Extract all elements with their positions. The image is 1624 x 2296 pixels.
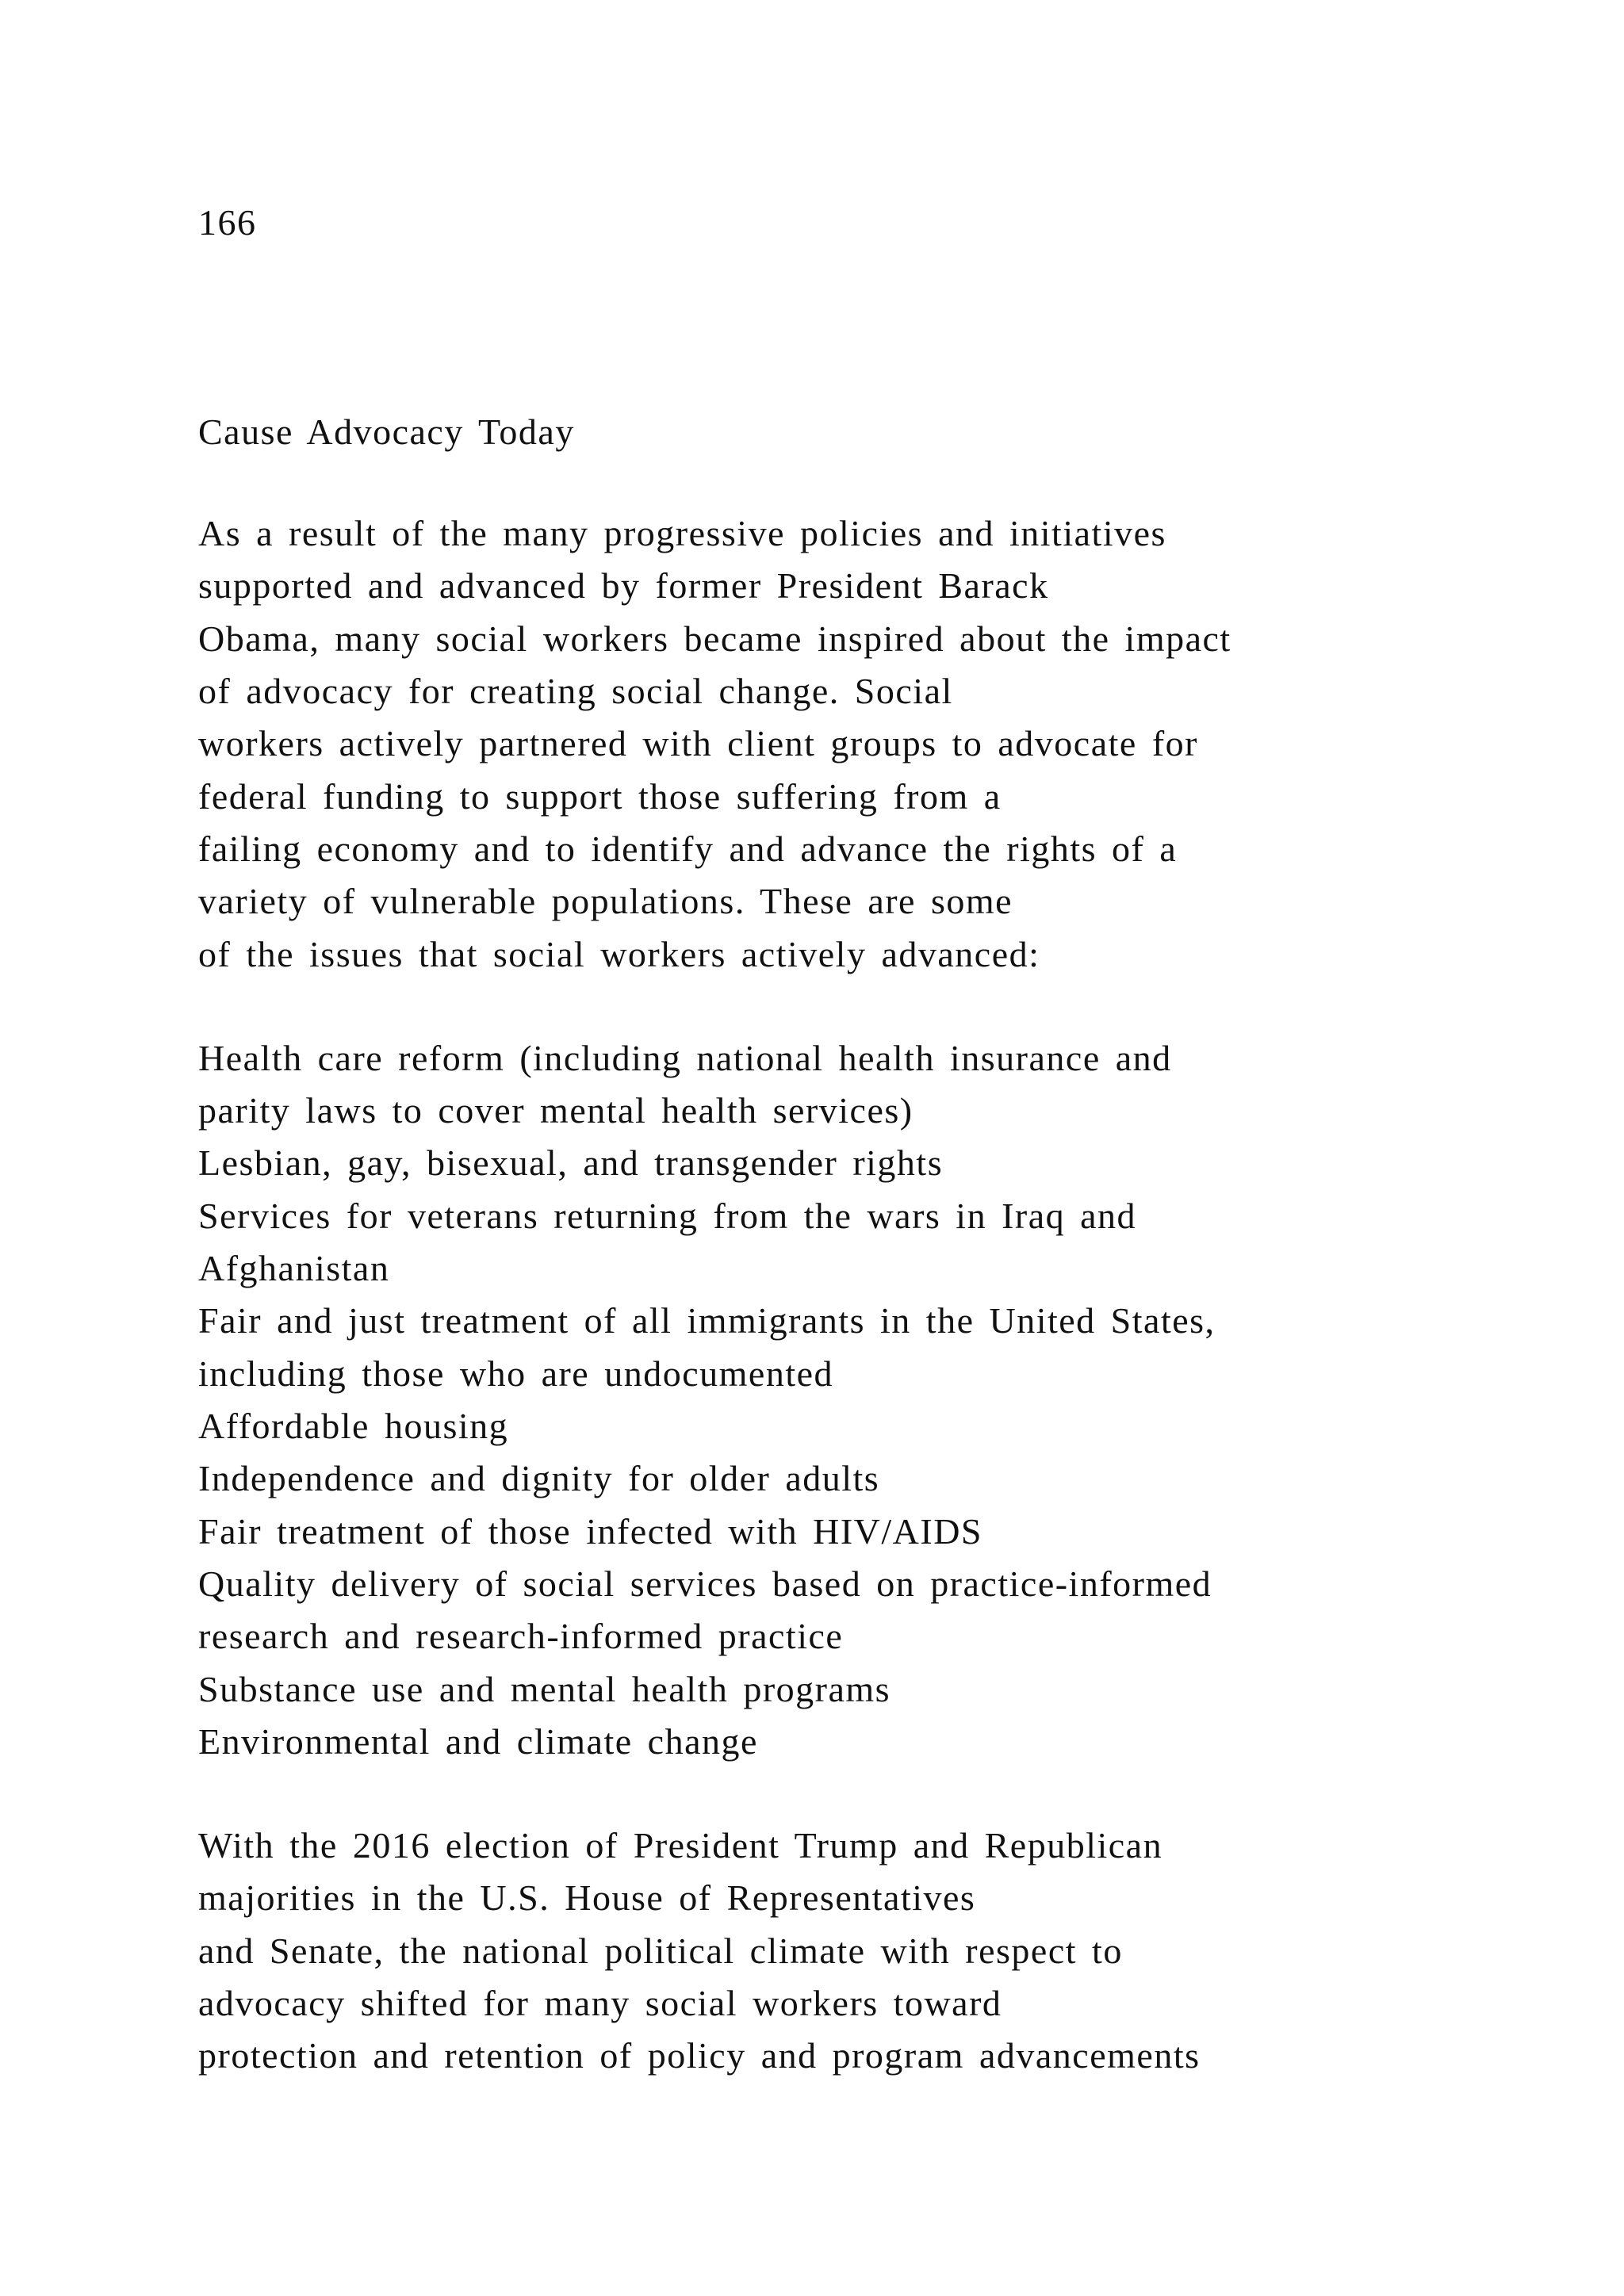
issue-item: Services for veterans returning from the wars in Iraq and — [198, 1196, 1137, 1236]
paragraph-2-line: With the 2016 election of President Trump and Republican — [198, 1825, 1163, 1866]
issue-item: parity laws to cover mental health services) — [198, 1090, 914, 1131]
issue-item: Fair and just treatment of all immigrants in the United States, — [198, 1300, 1216, 1341]
issue-item: Quality delivery of social services based on practice-informed — [198, 1563, 1212, 1604]
paragraph-1-line: federal funding to support those suffering from a — [198, 776, 1002, 817]
paragraph-1-line: of advocacy for creating social change. Social — [198, 671, 953, 711]
paragraph-2-line: and Senate, the national political climate with respect to — [198, 1931, 1123, 1971]
page-number: 166 — [198, 202, 257, 243]
issue-item: Affordable housing — [198, 1406, 509, 1446]
issue-item: Environmental and climate change — [198, 1721, 758, 1762]
paragraph-1-line: failing economy and to identify and advance the rights of a — [198, 828, 1178, 869]
paragraph-1-line: workers actively partnered with client groups to advocate for — [198, 723, 1198, 763]
issue-item: Fair treatment of those infected with HIV/AIDS — [198, 1511, 982, 1552]
section-heading: Cause Advocacy Today — [198, 411, 575, 452]
issue-item: Lesbian, gay, bisexual, and transgender rights — [198, 1142, 944, 1183]
paragraph-1-line: Obama, many social workers became inspired about the impact — [198, 618, 1231, 659]
paragraph-1-line: As a result of the many progressive policies and initiatives — [198, 513, 1166, 553]
paragraph-2-line: majorities in the U.S. House of Representatives — [198, 1877, 976, 1918]
issue-item: Independence and dignity for older adults — [198, 1458, 880, 1498]
issue-item: Substance use and mental health programs — [198, 1669, 891, 1709]
issue-item: Health care reform (including national health insurance and — [198, 1038, 1172, 1078]
paragraph-1-line: supported and advanced by former President Barack — [198, 565, 1049, 606]
paragraph-1-line: variety of vulnerable populations. These are some — [198, 881, 1013, 921]
issue-item: research and research-informed practice — [198, 1616, 844, 1656]
paragraph-1-line: of the issues that social workers actively advanced: — [198, 934, 1040, 974]
issue-item: including those who are undocumented — [198, 1353, 834, 1394]
paragraph-2-line: protection and retention of policy and program advancements — [198, 2035, 1201, 2076]
paragraph-2-line: advocacy shifted for many social workers toward — [198, 1983, 1002, 2023]
issue-item: Afghanistan — [198, 1248, 390, 1288]
